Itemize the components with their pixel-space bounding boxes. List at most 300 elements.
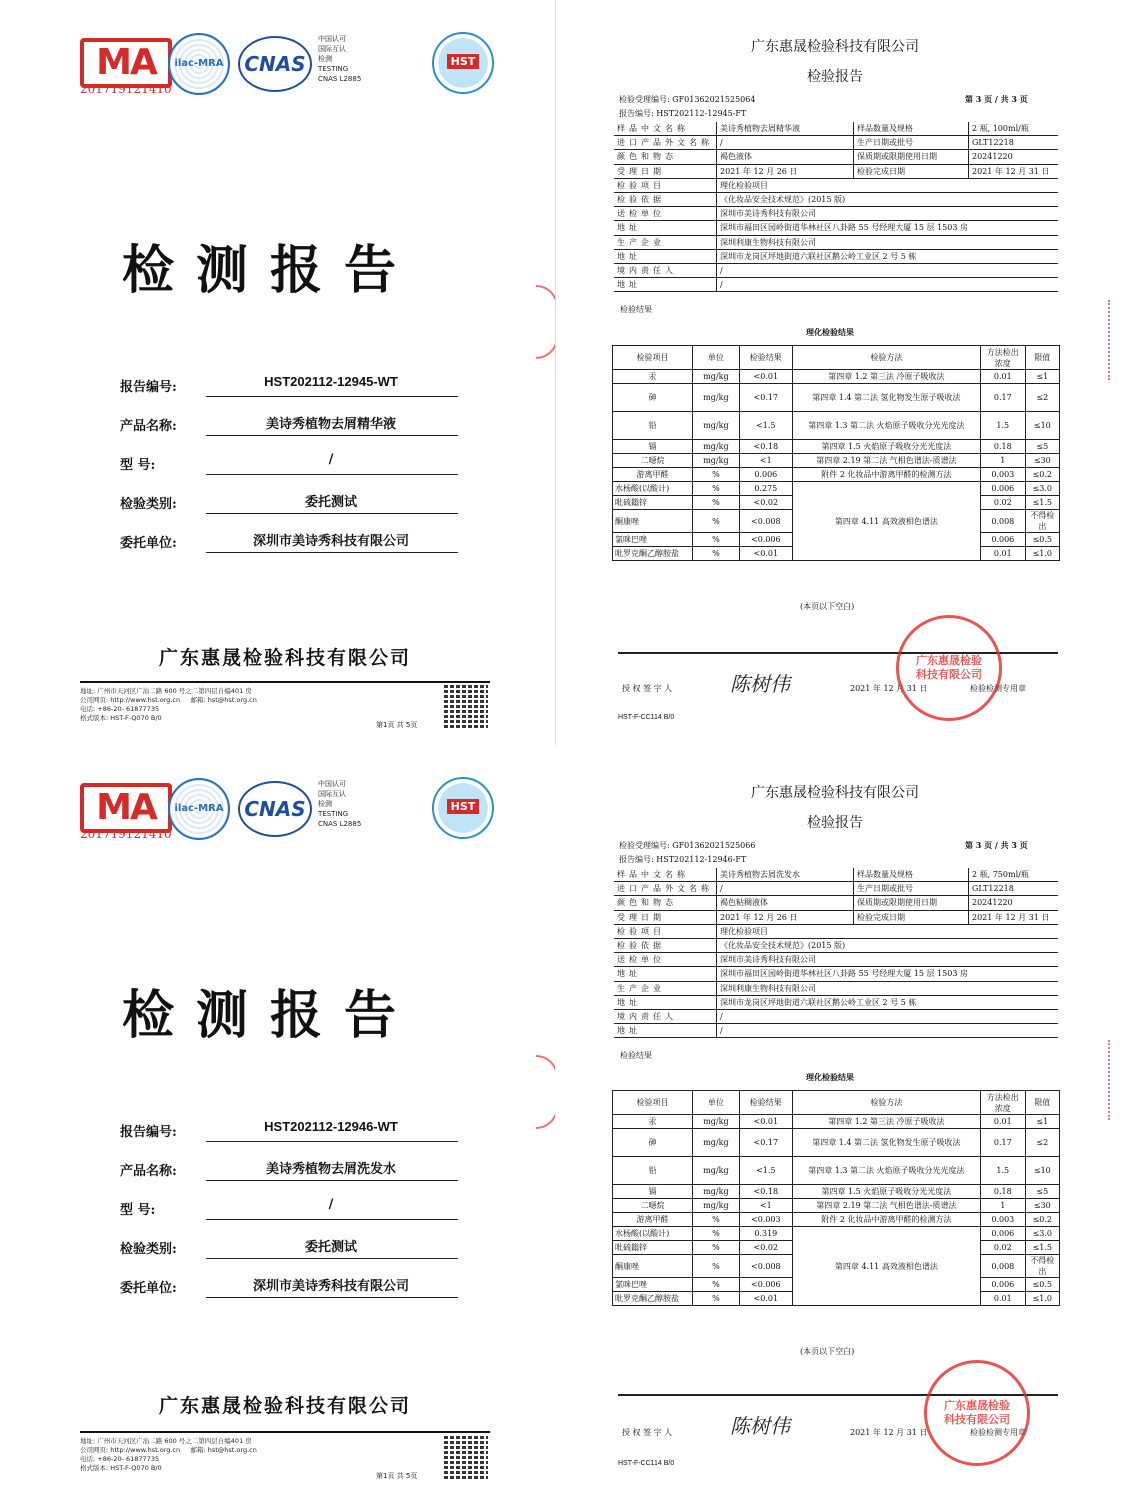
table-cell: 0.008 [980, 1255, 1025, 1278]
info-label: 检验完成日期 [854, 910, 969, 924]
info-value: / [717, 278, 1059, 292]
info-label: 地址 [614, 995, 717, 1009]
table-cell: 酮康唑 [613, 510, 693, 533]
table-cell: <1.5 [739, 1157, 792, 1185]
table-cell: 0.01 [980, 370, 1025, 384]
report-company: 广东惠晟检验科技有限公司 [751, 785, 919, 801]
info-value: 《化妆品安全技术规范》(2015 版) [717, 192, 1059, 206]
column-header: 单位 [693, 1091, 740, 1115]
table-cell: 第四章 4.11 高效液相色谱法 [792, 1227, 980, 1306]
column-header: 检验方法 [792, 1091, 980, 1115]
ma-logo: MA [80, 38, 172, 88]
table-cell: 水杨酸(以酸计) [613, 1227, 693, 1241]
ilac-logo: ilac-MRA [168, 33, 230, 95]
info-value: 20241220 [969, 896, 1059, 910]
table-cell: ≤10 [1025, 412, 1059, 440]
table-cell: <0.006 [739, 1278, 792, 1292]
column-header: 方法检出浓度 [980, 346, 1025, 370]
column-header: 检验项目 [613, 1091, 693, 1115]
cover-title: 检测报告 [121, 240, 418, 301]
table-cell: <1.5 [739, 412, 792, 440]
table-cell: <0.17 [739, 384, 792, 412]
table-cell: <0.006 [739, 533, 792, 547]
info-label: 进口产品外文名称 [614, 882, 717, 896]
accept-number: 检验受理编号: GF01362021525064 [619, 95, 756, 104]
footer-info: 地址: 广州市天河区广汕二路 600 号之二第四层自编401 房 公司网页: http://www.hst.org.cn 邮箱: hst@hst.org.cn 电话: +86-20- 61877735 格式版本: HST-F-Q070 B/0 [80, 1437, 257, 1472]
table-cell: ≤1.0 [1025, 1292, 1059, 1306]
table-cell: 汞 [613, 1115, 693, 1129]
table-cell: ≤0.5 [1025, 533, 1059, 547]
table-cell: 0.17 [980, 384, 1025, 412]
seal-label: 检验检测专用章 [970, 684, 1026, 693]
table-cell: <0.02 [739, 496, 792, 510]
cover-page [0, 0, 555, 745]
table-title: 理化检验结果 [806, 1072, 854, 1082]
table-cell: 0.17 [980, 1129, 1025, 1157]
ma-number: 201719121410 [80, 827, 172, 841]
info-label: 生产企业 [614, 981, 717, 995]
table-cell: % [693, 1213, 740, 1227]
info-row [614, 910, 1058, 924]
info-label: 送检单位 [614, 207, 717, 221]
table-cell: ≤1.5 [1025, 1241, 1059, 1255]
field-report-no: 报告编号: HST202112-12945-WT [120, 370, 460, 402]
company-seal: 广东惠晟检验科技有限公司 [896, 615, 1002, 721]
table-cell: 1.5 [980, 412, 1025, 440]
table-cell: 第四章 1.2 第三法 冷原子吸收法 [792, 370, 980, 384]
table-cell: <0.18 [739, 440, 792, 454]
info-value: 2021 年 12 月 31 日 [969, 910, 1059, 924]
form-number: HST-F-CC114 B/0 [618, 714, 675, 721]
table-cell: 0.006 [980, 533, 1025, 547]
table-cell: <1 [739, 1199, 792, 1213]
info-row [614, 981, 1058, 995]
table-row [613, 384, 1060, 412]
sign-label: 授 权 签 字 人 [622, 684, 673, 693]
table-cell: % [693, 510, 740, 533]
info-row [614, 953, 1058, 967]
qr-code [444, 684, 488, 728]
report-title: 检验报告 [807, 69, 863, 85]
table-cell: 1 [980, 1199, 1025, 1213]
info-label: 地址 [614, 967, 717, 981]
info-label: 保质期或限期使用日期 [854, 150, 969, 164]
field-product: 产品名称: 美诗秀植物去屑洗发水 [120, 1154, 460, 1186]
footer-rule [80, 681, 490, 683]
seal-label: 检验检测专用章 [970, 1428, 1026, 1437]
table-cell: 0.006 [980, 1278, 1025, 1292]
results-table [612, 1090, 1060, 1306]
info-row [614, 150, 1058, 164]
table-cell: ≤1 [1025, 370, 1059, 384]
info-value: 2021 年 12 月 26 日 [717, 164, 854, 178]
table-cell: 第四章 2.19 第二法 气相色谱法-质谱法 [792, 1199, 980, 1213]
table-cell: % [693, 1278, 740, 1292]
table-header-row [613, 1091, 1060, 1115]
info-label: 地址 [614, 1024, 717, 1038]
table-cell: % [693, 496, 740, 510]
table-cell: <0.18 [739, 1185, 792, 1199]
table-cell: 吡罗克酮乙醇胺盐 [613, 547, 693, 561]
table-cell: ≤0.5 [1025, 1278, 1059, 1292]
info-label: 生产日期或批号 [854, 136, 969, 150]
table-cell: ≤2 [1025, 384, 1059, 412]
table-row [613, 482, 1060, 496]
signature: 陈树伟 [730, 1414, 790, 1438]
table-cell: ≤5 [1025, 1185, 1059, 1199]
cnas-logo: CNAS [238, 781, 312, 837]
sign-date: 2021 年 12 月 31 日 [850, 1428, 928, 1437]
cnas-caption: 中国认可 国际互认 检测 TESTING CNAS L2885 [318, 780, 362, 828]
info-label: 样品数量及规格 [854, 868, 969, 882]
table-cell: % [693, 1241, 740, 1255]
table-cell: mg/kg [693, 1199, 740, 1213]
info-label: 送检单位 [614, 953, 717, 967]
table-cell: 游离甲醛 [613, 1213, 693, 1227]
info-label: 检验完成日期 [854, 164, 969, 178]
table-cell: ≤30 [1025, 454, 1059, 468]
table-cell: ≤10 [1025, 1157, 1059, 1185]
info-value: 深圳利康生物科技有限公司 [717, 235, 1059, 249]
info-value: / [717, 1009, 1059, 1023]
table-cell: mg/kg [693, 370, 740, 384]
info-value: / [717, 1024, 1059, 1038]
info-value: / [717, 263, 1059, 277]
table-cell: 0.006 [980, 1227, 1025, 1241]
table-header-row [613, 346, 1060, 370]
table-cell: <0.003 [739, 1213, 792, 1227]
table-cell: <0.01 [739, 370, 792, 384]
table-cell: 镉 [613, 1185, 693, 1199]
table-cell: ≤3.0 [1025, 482, 1059, 496]
report-company: 广东惠晟检验科技有限公司 [751, 39, 919, 55]
info-row [614, 1009, 1058, 1023]
cover-title: 检测报告 [121, 985, 418, 1046]
edge-mark [1108, 1040, 1120, 1120]
page-number: 第1页 共 5页 [376, 721, 418, 729]
table-cell: 第四章 1.3 第二法 火焰原子吸收分光光度法 [792, 412, 980, 440]
info-value: 美诗秀植物去屑精华液 [717, 122, 854, 136]
table-cell: mg/kg [693, 454, 740, 468]
info-value: GLT12218 [969, 882, 1059, 896]
table-cell: 0.01 [980, 1115, 1025, 1129]
table-cell: 水杨酸(以酸计) [613, 482, 693, 496]
table-cell: 吡罗克酮乙醇胺盐 [613, 1292, 693, 1306]
info-label: 样品中文名称 [614, 122, 717, 136]
blank-note: (本页以下空白) [800, 602, 855, 611]
table-cell: <0.17 [739, 1129, 792, 1157]
table-cell: % [693, 547, 740, 561]
table-cell: 游离甲醛 [613, 468, 693, 482]
info-label: 受理日期 [614, 910, 717, 924]
cover-page [0, 745, 555, 1507]
info-row [614, 995, 1058, 1009]
column-header: 单位 [693, 346, 740, 370]
info-label: 地址 [614, 249, 717, 263]
table-cell: 第四章 1.4 第二法 氢化物发生原子吸收法 [792, 384, 980, 412]
table-cell: 0.18 [980, 440, 1025, 454]
form-number: HST-F-CC114 B/0 [618, 1460, 675, 1467]
table-row [613, 1115, 1060, 1129]
table-cell: 第四章 4.11 高效液相色谱法 [792, 482, 980, 561]
footer-rule [80, 1431, 490, 1433]
info-label: 生产企业 [614, 235, 717, 249]
info-row [614, 122, 1058, 136]
table-row [613, 1157, 1060, 1185]
company-seal: 广东惠晟检验科技有限公司 [924, 1360, 1030, 1466]
table-cell: <0.01 [739, 547, 792, 561]
table-cell: mg/kg [693, 1185, 740, 1199]
table-cell: 1 [980, 454, 1025, 468]
table-cell: ≤1.0 [1025, 547, 1059, 561]
info-row [614, 882, 1058, 896]
cnas-logo: CNAS [238, 36, 312, 92]
info-row [614, 938, 1058, 952]
table-row [613, 1227, 1060, 1241]
table-row [613, 1185, 1060, 1199]
table-cell: 附件 2 化妆品中游离甲醛的检测方法 [792, 1213, 980, 1227]
results-label: 检验结果 [620, 1051, 652, 1060]
info-value: / [717, 136, 854, 150]
table-cell: 第四章 1.4 第二法 氢化物发生原子吸收法 [792, 1129, 980, 1157]
table-row [613, 454, 1060, 468]
table-cell: <0.008 [739, 510, 792, 533]
info-label: 生产日期或批号 [854, 882, 969, 896]
info-row [614, 192, 1058, 206]
cover-company: 广东惠晟检验科技有限公司 [158, 647, 411, 669]
report-number: 报告编号: HST202112-12945-FT [619, 109, 747, 118]
info-label: 检验依据 [614, 938, 717, 952]
table-cell: ≤1.5 [1025, 496, 1059, 510]
field-model: 型 号: / [120, 448, 460, 480]
info-value: 2 瓶, 750ml/瓶 [969, 868, 1059, 882]
info-value: 20241220 [969, 150, 1059, 164]
cover-company: 广东惠晟检验科技有限公司 [158, 1395, 411, 1417]
info-value: 深圳市龙岗区坪地街道六联社区鹅公岭工业区 2 号 5 栋 [717, 249, 1059, 263]
info-label: 地址 [614, 221, 717, 235]
info-value: 深圳市福田区园岭街道华林社区八卦路 55 号经理大厦 15 层 1503 房 [717, 221, 1059, 235]
info-label: 颜色和物态 [614, 150, 717, 164]
blank-note: (本页以下空白) [800, 1347, 855, 1356]
info-row [614, 967, 1058, 981]
table-cell: ≤0.2 [1025, 1213, 1059, 1227]
field-report-no: 报告编号: HST202112-12946-WT [120, 1115, 460, 1147]
table-cell: 0.01 [980, 547, 1025, 561]
table-cell: ≤0.2 [1025, 468, 1059, 482]
table-row [613, 440, 1060, 454]
ma-logo: MA [80, 783, 172, 833]
info-row [614, 924, 1058, 938]
table-cell: 吡硫鎓锌 [613, 496, 693, 510]
table-cell: 酮康唑 [613, 1255, 693, 1278]
info-label: 地址 [614, 278, 717, 292]
sample-info-table [614, 868, 1058, 1038]
info-label: 境内责任人 [614, 263, 717, 277]
column-header: 检验结果 [739, 346, 792, 370]
results-label: 检验结果 [620, 305, 652, 314]
table-cell: 0.18 [980, 1185, 1025, 1199]
edge-mark [1108, 300, 1120, 380]
table-cell: 0.02 [980, 1241, 1025, 1255]
table-cell: mg/kg [693, 1157, 740, 1185]
cnas-caption: 中国认可 国际互认 检测 TESTING CNAS L2885 [318, 35, 362, 83]
accept-number: 检验受理编号: GF01362021525066 [619, 841, 756, 850]
sample-info-table [614, 122, 1058, 292]
field-category: 检验类别: 委托测试 [120, 487, 460, 519]
info-row [614, 221, 1058, 235]
field-client: 委托单位: 深圳市美诗秀科技有限公司 [120, 1271, 460, 1303]
table-title: 理化检验结果 [806, 327, 854, 337]
table-cell: ≤5 [1025, 440, 1059, 454]
table-row [613, 1129, 1060, 1157]
report-title: 检验报告 [807, 815, 863, 831]
info-value: GLT12218 [969, 136, 1059, 150]
info-value: 理化检验项目 [717, 924, 1059, 938]
info-value: 深圳市美诗秀科技有限公司 [717, 207, 1059, 221]
table-cell: 第四章 1.5 火焰原子吸收分光光度法 [792, 440, 980, 454]
field-model: 型 号: / [120, 1193, 460, 1225]
table-cell: 氯咪巴唑 [613, 533, 693, 547]
table-cell: 镉 [613, 440, 693, 454]
report-page-number: 第 3 页 / 共 3 页 [965, 840, 1028, 850]
table-cell: <0.01 [739, 1292, 792, 1306]
table-cell: % [693, 482, 740, 496]
info-value: 2021 年 12 月 26 日 [717, 910, 854, 924]
edge-seal [536, 285, 555, 359]
table-cell: 砷 [613, 1129, 693, 1157]
table-row [613, 1199, 1060, 1213]
table-cell: 0.003 [980, 468, 1025, 482]
table-row [613, 468, 1060, 482]
info-label: 进口产品外文名称 [614, 136, 717, 150]
table-cell: 砷 [613, 384, 693, 412]
page-number: 第1页 共 5页 [376, 1472, 418, 1480]
info-row [614, 136, 1058, 150]
hst-logo: HST [432, 777, 494, 839]
info-row [614, 178, 1058, 192]
report-page-number: 第 3 页 / 共 3 页 [965, 94, 1028, 104]
info-label: 检验项目 [614, 178, 717, 192]
table-cell: mg/kg [693, 1129, 740, 1157]
table-cell: 氯咪巴唑 [613, 1278, 693, 1292]
info-label: 受理日期 [614, 164, 717, 178]
table-cell: 0.006 [980, 482, 1025, 496]
info-row [614, 896, 1058, 910]
info-row [614, 164, 1058, 178]
results-table [612, 345, 1060, 561]
info-value: / [717, 882, 854, 896]
qr-code [444, 1435, 488, 1479]
table-cell: 附件 2 化妆品中游离甲醛的检测方法 [792, 468, 980, 482]
table-cell: 第四章 1.2 第三法 冷原子吸收法 [792, 1115, 980, 1129]
table-cell: 第四章 1.5 火焰原子吸收分光光度法 [792, 1185, 980, 1199]
column-header: 检验方法 [792, 346, 980, 370]
table-cell: 铅 [613, 412, 693, 440]
field-product: 产品名称: 美诗秀植物去屑精华液 [120, 409, 460, 441]
table-cell: mg/kg [693, 412, 740, 440]
edge-seal [536, 1055, 555, 1129]
info-label: 样品数量及规格 [854, 122, 969, 136]
table-cell: 0.319 [739, 1227, 792, 1241]
table-cell: ≤3.0 [1025, 1227, 1059, 1241]
info-row [614, 868, 1058, 882]
table-cell: 二噁烷 [613, 1199, 693, 1213]
table-cell: 0.01 [980, 1292, 1025, 1306]
table-cell: % [693, 533, 740, 547]
column-header: 方法检出浓度 [980, 1091, 1025, 1115]
info-value: 深圳市龙岗区坪地街道六联社区鹅公岭工业区 2 号 5 栋 [717, 995, 1059, 1009]
ilac-logo: ilac-MRA [168, 778, 230, 840]
table-cell: mg/kg [693, 1115, 740, 1129]
sign-date: 2021 年 12 月 31 日 [850, 684, 928, 693]
info-row [614, 249, 1058, 263]
table-row [613, 412, 1060, 440]
signature: 陈树伟 [730, 672, 790, 696]
info-value: 《化妆品安全技术规范》(2015 版) [717, 938, 1059, 952]
table-cell: <0.01 [739, 1115, 792, 1129]
info-value: 褐色粘稠液体 [717, 896, 854, 910]
table-row [613, 370, 1060, 384]
info-label: 检验项目 [614, 924, 717, 938]
table-cell: 吡硫鎓锌 [613, 1241, 693, 1255]
info-value: 褐色液体 [717, 150, 854, 164]
table-cell: ≤30 [1025, 1199, 1059, 1213]
info-label: 境内责任人 [614, 1009, 717, 1023]
table-cell: % [693, 1255, 740, 1278]
table-cell: 铅 [613, 1157, 693, 1185]
column-header: 检验结果 [739, 1091, 792, 1115]
info-label: 样品中文名称 [614, 868, 717, 882]
info-row [614, 207, 1058, 221]
ma-number: 201719121410 [80, 82, 172, 96]
info-label: 保质期或限期使用日期 [854, 896, 969, 910]
table-cell: ≤2 [1025, 1129, 1059, 1157]
table-cell: 0.02 [980, 496, 1025, 510]
report-number: 报告编号: HST202112-12946-FT [619, 855, 747, 864]
table-cell: 0.003 [980, 1213, 1025, 1227]
info-label: 颜色和物态 [614, 896, 717, 910]
sign-label: 授 权 签 字 人 [622, 1428, 673, 1437]
info-value: 美诗秀植物去屑洗发水 [717, 868, 854, 882]
table-cell: % [693, 1292, 740, 1306]
table-cell: 0.006 [739, 468, 792, 482]
info-value: 2021 年 12 月 31 日 [969, 164, 1059, 178]
table-cell: 二噁烷 [613, 454, 693, 468]
column-header: 检验项目 [613, 346, 693, 370]
info-row [614, 263, 1058, 277]
table-cell: mg/kg [693, 384, 740, 412]
table-cell: 0.008 [980, 510, 1025, 533]
table-cell: 汞 [613, 370, 693, 384]
info-label: 检验依据 [614, 192, 717, 206]
table-cell: 1.5 [980, 1157, 1025, 1185]
column-header: 限值 [1025, 346, 1059, 370]
table-cell: 第四章 2.19 第二法 气相色谱法-质谱法 [792, 454, 980, 468]
table-cell: 第四章 1.3 第二法 火焰原子吸收分光光度法 [792, 1157, 980, 1185]
table-cell: ≤1 [1025, 1115, 1059, 1129]
info-value: 深圳利康生物科技有限公司 [717, 981, 1059, 995]
table-cell: mg/kg [693, 440, 740, 454]
table-cell: 不得检出 [1025, 1255, 1059, 1278]
hst-logo: HST [432, 32, 494, 94]
footer-info: 地址: 广州市天河区广汕二路 600 号之二第四层自编401 房 公司网页: http://www.hst.org.cn 邮箱: hst@hst.org.cn 电话: +86-20- 61877735 格式版本: HST-F-Q070 B/0 [80, 687, 257, 722]
info-value: 深圳市福田区园岭街道华林社区八卦路 55 号经理大厦 15 层 1503 房 [717, 967, 1059, 981]
table-cell: <0.02 [739, 1241, 792, 1255]
info-value: 深圳市美诗秀科技有限公司 [717, 953, 1059, 967]
table-cell: % [693, 1227, 740, 1241]
info-row [614, 278, 1058, 292]
table-cell: <0.008 [739, 1255, 792, 1278]
